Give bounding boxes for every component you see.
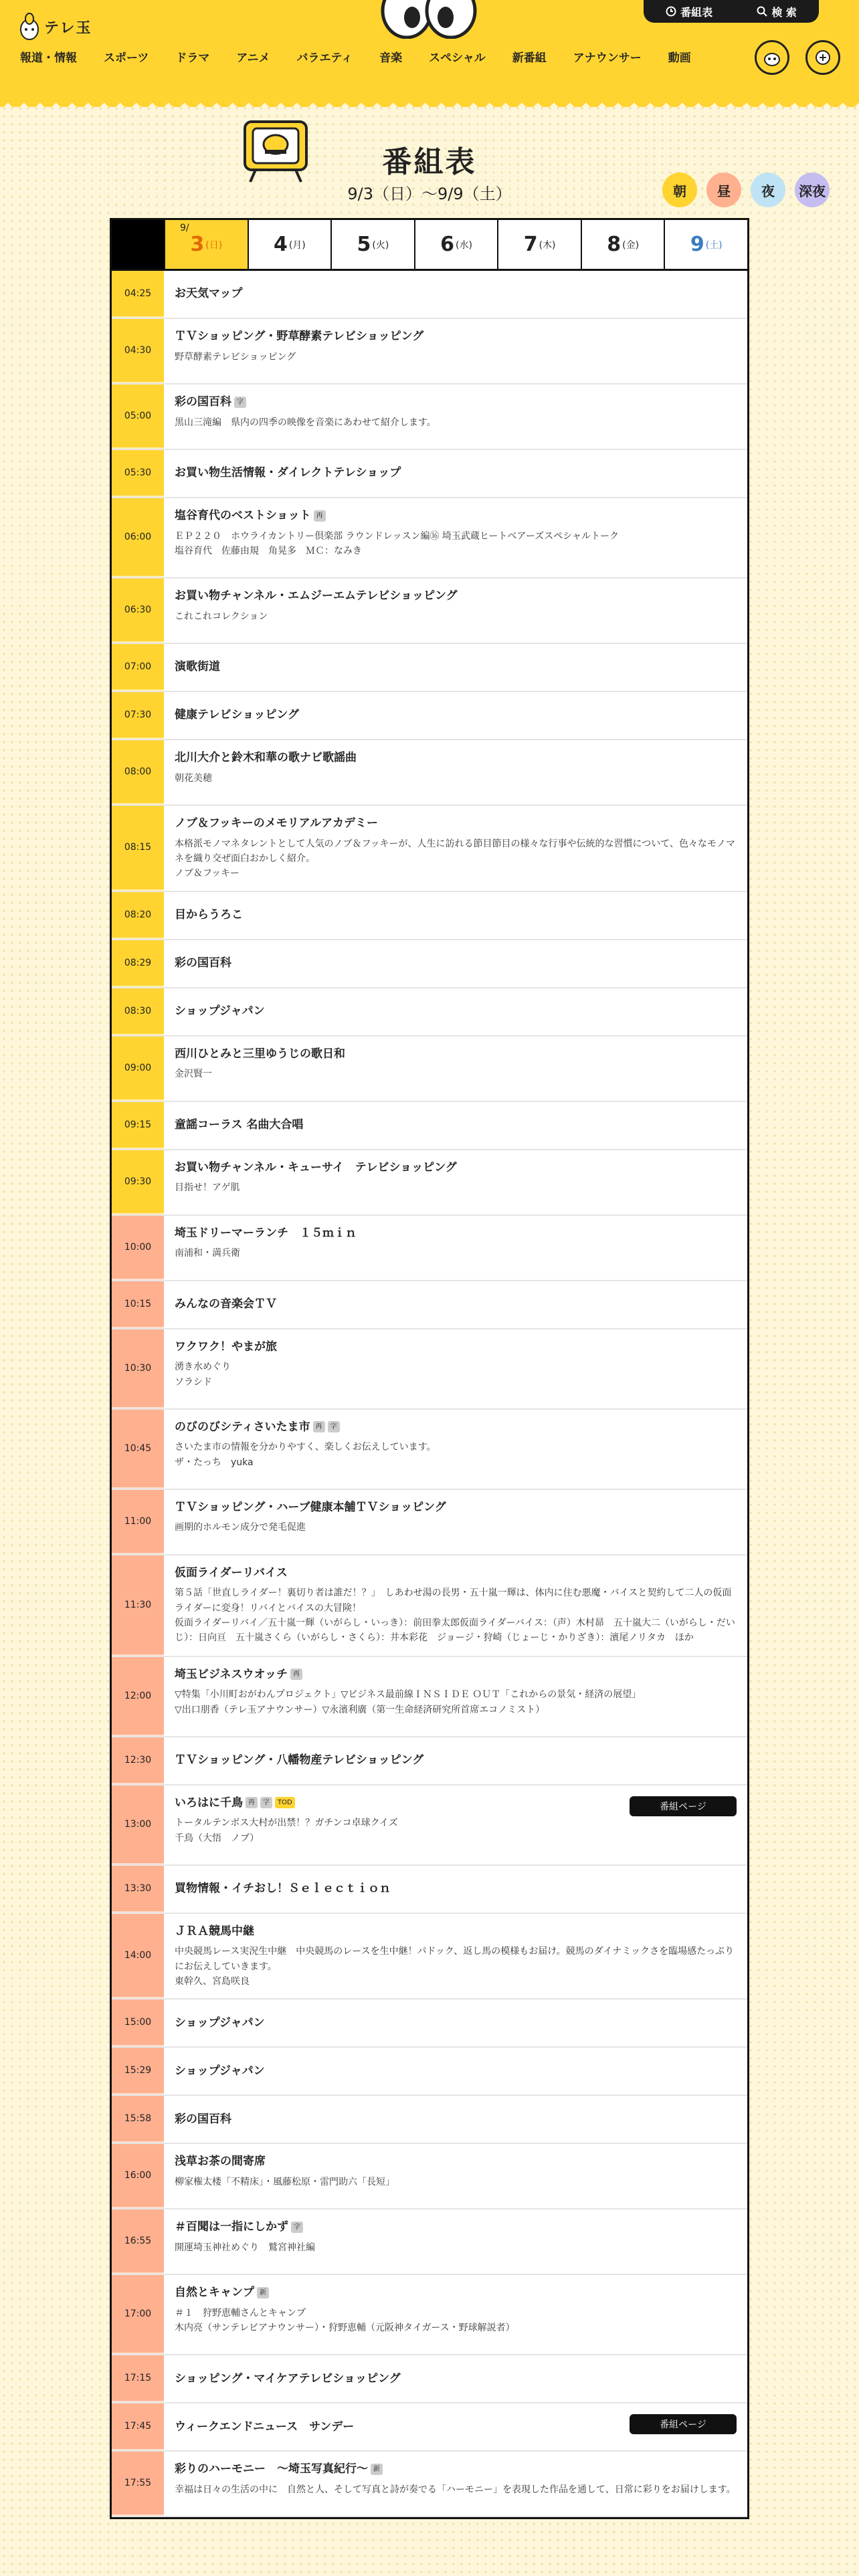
program-time: 06:00 xyxy=(112,498,164,577)
program-row[interactable] xyxy=(112,1866,747,1914)
day-tab-dow: (金) xyxy=(622,239,640,251)
program-row[interactable] xyxy=(112,1216,747,1281)
program-time: 07:00 xyxy=(112,644,164,691)
nav-item[interactable]: 新番組 xyxy=(512,51,547,65)
program-body xyxy=(164,2275,747,2354)
program-title-line xyxy=(175,465,401,482)
program-time: 05:30 xyxy=(112,450,164,497)
program-detail: さいたま市の情報を分かりやすく、楽しくお伝えしています。 xyxy=(175,1442,436,1453)
program-row[interactable] xyxy=(112,1410,747,1490)
program-title-line xyxy=(175,1923,737,1941)
day-tab-day: 4 xyxy=(273,233,288,256)
program-row[interactable] xyxy=(112,2403,747,2452)
program-body xyxy=(164,892,747,939)
program-badge: 字 xyxy=(234,397,246,408)
program-time: 08:20 xyxy=(112,892,164,939)
program-badge: TOD xyxy=(275,1797,295,1808)
program-title-line xyxy=(175,907,243,924)
nav-item[interactable]: ドラマ xyxy=(175,51,210,65)
date-range: 9/3（日）〜9/9（土） xyxy=(347,185,512,203)
day-tab-day: 7 xyxy=(523,233,538,256)
program-time: 11:00 xyxy=(112,1490,164,1554)
program-title-line xyxy=(175,286,242,303)
program-row[interactable] xyxy=(112,1281,747,1329)
search-icon xyxy=(757,6,767,17)
program-time: 10:00 xyxy=(112,1216,164,1280)
program-badge: 字 xyxy=(328,1421,340,1432)
program-row[interactable] xyxy=(112,1490,747,1555)
program-title[interactable]: お天気マップ xyxy=(175,287,243,301)
program-row[interactable] xyxy=(112,892,747,940)
program-row[interactable] xyxy=(112,1102,747,1150)
program-body xyxy=(164,1555,747,1656)
special-icon[interactable] xyxy=(805,40,840,75)
program-body xyxy=(164,2144,747,2208)
program-time: 08:30 xyxy=(112,988,164,1035)
program-detail: 本格派モノマネタレントとして人気のノブ＆フッキーが、人生に訪れる節目節目の様々な行事や伝統的な習慣について、色々なモノマネを織り交ぜ面白おかしく紹介。 xyxy=(175,838,735,864)
program-body xyxy=(164,940,747,987)
program-title[interactable]: 買物情報・イチおし！Ｓｅｌｅｃｔｉｏｎ xyxy=(175,1881,391,1895)
program-body xyxy=(164,2355,747,2402)
program-body xyxy=(164,1914,747,1999)
program-body xyxy=(164,2210,747,2274)
program-body xyxy=(164,2048,747,2095)
program-body xyxy=(164,644,747,691)
program-row[interactable] xyxy=(112,2000,747,2048)
program-row[interactable] xyxy=(112,1737,747,1786)
program-body xyxy=(164,2000,747,2046)
program-title[interactable]: ＴＶショッピング・野草酵素テレビショッピング xyxy=(175,330,424,343)
day-tab-5[interactable] xyxy=(330,220,414,269)
program-body xyxy=(164,692,747,739)
program-time: 09:30 xyxy=(112,1150,164,1214)
program-row[interactable] xyxy=(112,806,747,892)
program-row[interactable] xyxy=(112,740,747,806)
program-time: 04:30 xyxy=(112,319,164,383)
day-tab-day: 6 xyxy=(440,233,454,256)
program-detail: ▽特集「小川町おがわんプロジェクト」▽ビジネス最前線ＩＮＳＩＤＥ ＯＵＴ「これからの景気・経済の展望」 xyxy=(175,1689,642,1701)
program-time: 16:00 xyxy=(112,2144,164,2208)
program-time: 10:45 xyxy=(112,1410,164,1489)
main-nav xyxy=(20,48,718,65)
program-detail: 画期的ホルモン成分で発毛促進 xyxy=(175,1522,306,1533)
program-time: 15:58 xyxy=(112,2096,164,2143)
nav-item[interactable]: スポーツ xyxy=(104,51,149,65)
program-title-line xyxy=(175,815,737,833)
program-list xyxy=(112,271,747,2517)
program-title-line xyxy=(175,1752,423,1769)
program-detail: 金沢賢一 xyxy=(175,1069,212,1080)
program-title[interactable]: ＪＲＡ競馬中継 xyxy=(175,1924,254,1938)
nav-item[interactable]: 報道・情報 xyxy=(20,51,77,65)
program-title-line xyxy=(175,750,737,767)
badge-icon xyxy=(813,47,833,68)
program-row[interactable] xyxy=(112,498,747,578)
nav-item[interactable]: バラエティ xyxy=(296,51,353,65)
program-time: 09:00 xyxy=(112,1037,164,1101)
program-title-line xyxy=(175,2111,231,2129)
program-title-line xyxy=(175,1225,737,1243)
tod-night-button[interactable]: 夜 xyxy=(751,173,785,207)
program-time: 10:15 xyxy=(112,1281,164,1328)
program-row[interactable] xyxy=(112,1037,747,1102)
day-tab-3[interactable] xyxy=(164,220,248,269)
program-badge: 新 xyxy=(371,2464,383,2475)
program-detail: ソラシド xyxy=(175,1376,212,1388)
nav-item[interactable]: スペシャル xyxy=(429,51,486,65)
day-tab-day: 3 xyxy=(190,233,205,256)
program-row[interactable] xyxy=(112,988,747,1037)
top-actions xyxy=(644,0,819,23)
day-tab-day: 9 xyxy=(690,233,704,256)
day-tab-6[interactable] xyxy=(414,220,498,269)
program-title[interactable]: ショッピング・マイケアテレビショッピング xyxy=(175,2371,401,2385)
program-time: 11:30 xyxy=(112,1555,164,1656)
program-body xyxy=(164,1102,747,1149)
title-area xyxy=(0,99,859,226)
program-detail: 塩谷育代 佐藤由規 角晃多 ＭＣ：なみき xyxy=(175,545,362,556)
tod-morning-button[interactable]: 朝 xyxy=(662,173,697,207)
program-badge: 字 xyxy=(291,2222,303,2233)
day-tab-day: 8 xyxy=(607,233,622,256)
program-title-line xyxy=(175,2063,265,2080)
program-body xyxy=(164,1037,747,1101)
program-row[interactable] xyxy=(112,578,747,644)
mascot-icon[interactable] xyxy=(755,40,789,75)
program-title-line xyxy=(175,2153,737,2171)
program-row[interactable] xyxy=(112,2355,747,2403)
program-time: 09:15 xyxy=(112,1102,164,1149)
program-row[interactable] xyxy=(112,271,747,319)
program-time: 10:30 xyxy=(112,1329,164,1408)
program-title[interactable]: 彩の国百科 xyxy=(175,2112,231,2126)
program-row[interactable] xyxy=(112,1555,747,1657)
site-logo[interactable] xyxy=(19,12,92,41)
program-body xyxy=(164,1281,747,1328)
program-title-line xyxy=(175,707,299,724)
program-title[interactable]: ＴＶショッピング・八幡物産テレビショッピング xyxy=(175,1753,424,1767)
program-row[interactable] xyxy=(112,940,747,988)
program-row[interactable] xyxy=(112,1657,747,1737)
day-tab-8[interactable] xyxy=(581,220,664,269)
program-time: 13:00 xyxy=(112,1786,164,1864)
program-page-button[interactable]: 番組ページ xyxy=(630,2414,737,2434)
day-tab-dow: (日) xyxy=(205,239,223,251)
nav-item[interactable]: 音楽 xyxy=(379,51,403,65)
program-detail: 千鳥（大悟 ノブ） xyxy=(175,1832,260,1844)
site-header xyxy=(0,0,859,99)
program-title[interactable]: みんなの音楽会ＴＶ xyxy=(175,1297,277,1311)
program-time: 08:00 xyxy=(112,740,164,804)
program-title[interactable]: 童謡コーラス 名曲大合唱 xyxy=(175,1117,304,1132)
program-time: 16:55 xyxy=(112,2210,164,2274)
program-detail: ザ・たっち yuka xyxy=(175,1457,254,1468)
character-icon xyxy=(762,47,782,68)
day-tab-dow: (土) xyxy=(705,239,723,251)
program-row[interactable] xyxy=(112,1150,747,1216)
program-body xyxy=(164,271,747,318)
logo-text: テレ玉 xyxy=(44,19,92,37)
program-time: 17:45 xyxy=(112,2403,164,2450)
program-title[interactable]: いろはに千鳥 xyxy=(175,1796,243,1810)
program-title-line xyxy=(175,1499,737,1517)
search-label: 検 索 xyxy=(771,5,797,19)
program-title-line xyxy=(175,1046,737,1063)
program-row[interactable] xyxy=(112,1914,747,2000)
program-body xyxy=(164,385,747,449)
program-detail: これこれコレクション xyxy=(175,611,268,622)
program-time: 04:25 xyxy=(112,271,164,318)
program-title[interactable]: 埼玉ドリーマーランチ １５ｍｉｎ xyxy=(175,1226,357,1240)
program-guide-label: 番組表 xyxy=(680,5,713,19)
program-time: 13:30 xyxy=(112,1866,164,1913)
program-body xyxy=(164,450,747,497)
program-detail: 野草酵素テレビショッピング xyxy=(175,351,296,362)
program-title-line xyxy=(175,1160,737,1177)
program-title[interactable]: 健康テレビショッピング xyxy=(175,708,299,722)
program-time: 05:00 xyxy=(112,385,164,449)
program-title[interactable]: ＴＶショッピング・ハーブ健康本舗ＴＶショッピング xyxy=(175,1500,446,1514)
clock-icon xyxy=(666,6,676,17)
program-title[interactable]: お買い物チャンネル・エムジーエムテレビショッピング xyxy=(175,589,458,603)
program-row[interactable] xyxy=(112,1786,747,1866)
program-title[interactable]: 北川大介と鈴木和華の歌ナビ歌謡曲 xyxy=(175,751,357,764)
program-detail: 目指せ！アゲ肌 xyxy=(175,1182,240,1194)
nav-item[interactable]: アニメ xyxy=(236,51,270,65)
program-detail: ＃１ 狩野恵輔さんとキャンプ xyxy=(175,2307,306,2319)
page-title: 番組表 xyxy=(382,145,477,179)
program-title[interactable]: 演歌街道 xyxy=(175,660,220,674)
program-title[interactable]: ノブ＆フッキーのメモリアルアカデミー xyxy=(175,817,378,830)
program-row[interactable] xyxy=(112,2452,747,2517)
program-body xyxy=(164,1329,747,1408)
day-tab-9[interactable] xyxy=(664,220,747,269)
search-link[interactable] xyxy=(757,4,797,19)
program-time: 08:29 xyxy=(112,940,164,987)
program-detail: 朝花美穂 xyxy=(175,772,212,784)
program-row[interactable] xyxy=(112,1329,747,1410)
program-body xyxy=(164,806,747,891)
program-badge: 再 xyxy=(246,1797,258,1808)
program-time: 08:15 xyxy=(112,806,164,891)
day-tabs xyxy=(112,220,747,271)
program-time: 15:29 xyxy=(112,2048,164,2095)
program-body xyxy=(164,1410,747,1489)
program-detail: 第５話「世直しライダー！裏切り者は誰だ！？」 しあわせ湯の長男・五十嵐一輝は、体内に住む悪魔・バイスと契約して二人の仮面ライダーに変身！リバイとバイスの大冒険！ xyxy=(175,1588,732,1614)
program-detail: 仮面ライダーリバイ／五十嵐一輝（いがらし・いっき）：前田拳太郎仮面ライダーバイス：（声）木村昴 五十嵐大二（いがらし・だいじ）：日向亘 五十嵐さくら（いがらし・さくら）：井本彩花 ジョージ・狩崎（じょーじ・かりざき）：濱尾ノリタカ ほか xyxy=(175,1617,735,1644)
program-time: 17:55 xyxy=(112,2452,164,2516)
program-body xyxy=(164,319,747,383)
day-tab-dow: (水) xyxy=(455,239,472,251)
program-title[interactable]: 仮面ライダーリバイス xyxy=(175,1566,288,1580)
program-title[interactable]: ＃百聞は一指にしかず xyxy=(175,2220,288,2234)
mascot-eyes-icon xyxy=(379,0,479,39)
program-time: 14:00 xyxy=(112,1914,164,1999)
day-tabs-corner xyxy=(112,220,164,269)
program-body xyxy=(164,1657,747,1736)
program-body xyxy=(164,2452,747,2516)
program-title[interactable]: のびのびシティさいたま市 xyxy=(175,1420,310,1434)
program-detail: トータルテンボス大村が出禁！？ガチンコ卓球クイズ xyxy=(175,1818,398,1829)
program-detail: 柳家権太楼「不精床」・風藤松原・雷門助六「長短」 xyxy=(175,2176,395,2187)
program-guide-link[interactable] xyxy=(666,4,712,19)
program-title[interactable]: 彩の国百科 xyxy=(175,395,231,409)
program-body xyxy=(164,988,747,1035)
program-detail: 東幹久、宮島咲良 xyxy=(175,1975,250,1987)
program-page-button[interactable]: 番組ページ xyxy=(630,1796,737,1816)
program-title[interactable]: 目からうろこ xyxy=(175,907,243,922)
program-body xyxy=(164,2403,747,2450)
program-time: 15:00 xyxy=(112,2000,164,2046)
program-title-line xyxy=(175,1296,277,1313)
program-title-line xyxy=(175,2461,737,2478)
program-title-line xyxy=(175,1881,391,1898)
program-body xyxy=(164,740,747,804)
program-title[interactable]: 埼玉ビジネスウオッチ xyxy=(175,1667,288,1681)
program-badge: 再 xyxy=(314,510,326,522)
program-row[interactable] xyxy=(112,2275,747,2355)
program-time: 06:30 xyxy=(112,578,164,643)
program-body xyxy=(164,1216,747,1280)
program-title-line xyxy=(175,2371,401,2388)
nav-item[interactable]: 動画 xyxy=(668,51,691,65)
program-row[interactable] xyxy=(112,385,747,450)
program-title[interactable]: ショップジャパン xyxy=(175,2064,265,2078)
program-title-line xyxy=(175,588,737,605)
program-body xyxy=(164,1490,747,1554)
program-row[interactable] xyxy=(112,2144,747,2210)
program-title-line xyxy=(175,2419,354,2436)
logo-mascot-icon xyxy=(19,12,40,41)
program-body xyxy=(164,1150,747,1214)
tod-day-button[interactable]: 昼 xyxy=(706,173,741,207)
tod-late-night-button[interactable]: 深夜 xyxy=(795,173,830,207)
program-title[interactable]: ウィークエンドニュース サンデー xyxy=(175,2420,355,2434)
program-detail: 幸福は日々の生活の中に 自然と人、そして写真と詩が奏でる「ハーモニー」を表現した作品を通して、日常に彩りをお届けします。 xyxy=(175,2484,736,2495)
program-body xyxy=(164,1866,747,1913)
program-title-line xyxy=(175,1419,737,1436)
program-title[interactable]: お買い物チャンネル・キューサイ テレビショッピング xyxy=(175,1160,457,1174)
program-row[interactable] xyxy=(112,692,747,740)
day-tab-dow: (月) xyxy=(288,239,306,251)
program-title-line xyxy=(175,394,737,411)
program-title[interactable]: お買い物生活情報・ダイレクトテレショップ xyxy=(175,466,401,480)
program-title[interactable]: 彩の国百科 xyxy=(175,956,231,970)
program-row[interactable] xyxy=(112,644,747,692)
program-row[interactable] xyxy=(112,2096,747,2144)
program-body xyxy=(164,1737,747,1784)
program-title-line xyxy=(175,1339,737,1356)
program-title[interactable]: ショップジャパン xyxy=(175,1004,265,1018)
program-detail: 木内亮（サンテレビアナウンサー）・狩野恵輔（元阪神タイガース・野球解説者） xyxy=(175,2323,515,2334)
program-title-line xyxy=(175,1117,303,1134)
program-row[interactable] xyxy=(112,450,747,498)
program-badge: 再 xyxy=(290,1669,302,1680)
program-title-line xyxy=(175,1667,737,1684)
program-row[interactable] xyxy=(112,2210,747,2275)
schedule-table xyxy=(110,218,749,2519)
program-row[interactable] xyxy=(112,2048,747,2096)
day-tab-dow: (火) xyxy=(372,239,389,251)
program-detail: ▽出口朋香（テレ玉アナウンサー）▽永濱利廣（第一生命経済研究所首席エコノミスト） xyxy=(175,1704,545,1715)
program-body xyxy=(164,498,747,577)
program-title[interactable]: 彩りのハーモニー 〜埼玉写真紀行〜 xyxy=(175,2462,368,2476)
program-title[interactable]: ショップジャパン xyxy=(175,2016,265,2030)
program-title[interactable]: 西川ひとみと三里ゆうじの歌日和 xyxy=(175,1047,345,1061)
day-tab-month: 9/ xyxy=(180,223,189,233)
program-title-line xyxy=(175,508,737,525)
day-tab-day: 5 xyxy=(357,233,371,256)
program-time: 17:15 xyxy=(112,2355,164,2402)
program-detail: ＥＰ２２０ ホウライカントリー倶楽部 ラウンドレッスン編⑯ 埼玉武蔵ヒートベアーズスペシャルトーク xyxy=(175,530,619,542)
program-title[interactable]: ワクワク！やまが旅 xyxy=(175,1339,277,1354)
day-tab-dow: (木) xyxy=(539,239,556,251)
program-detail: 中央競馬レース実況生中継 中央競馬のレースを生中継！パドック、返し馬の模様もお届け。競馬のダイナミックさを臨場感たっぷりにお伝えしていきます。 xyxy=(175,1946,735,1972)
program-body xyxy=(164,578,747,643)
program-detail: ノブ＆フッキー xyxy=(175,868,240,879)
time-of-day-buttons xyxy=(662,173,830,207)
program-body xyxy=(164,2096,747,2143)
program-time: 12:00 xyxy=(112,1657,164,1736)
program-time: 07:30 xyxy=(112,692,164,739)
program-detail: 黒山三滝編 県内の四季の映像を音楽にあわせて紹介します。 xyxy=(175,417,436,428)
day-tab-7[interactable] xyxy=(497,220,581,269)
program-title[interactable]: 浅草お茶の間寄席 xyxy=(175,2155,266,2169)
program-detail: 開運埼玉神社めぐり 鷲宮神社編 xyxy=(175,2242,315,2253)
program-detail: 湧き水めぐり xyxy=(175,1362,231,1373)
program-row[interactable] xyxy=(112,319,747,385)
program-time: 17:00 xyxy=(112,2275,164,2354)
program-title-line xyxy=(175,2219,737,2236)
program-body xyxy=(164,1786,747,1864)
nav-item[interactable]: アナウンサー xyxy=(573,51,642,65)
program-time: 12:30 xyxy=(112,1737,164,1784)
program-badge: 新 xyxy=(257,2287,269,2298)
program-detail: 南浦和・満兵衛 xyxy=(175,1248,240,1259)
program-title-line xyxy=(175,955,231,972)
program-title-line xyxy=(175,1003,265,1021)
day-tab-4[interactable] xyxy=(248,220,331,269)
program-badge: 字 xyxy=(260,1797,272,1808)
program-title[interactable]: 塩谷育代のベストショット xyxy=(175,509,311,522)
program-title-line xyxy=(175,1565,737,1582)
program-title-line xyxy=(175,2015,265,2032)
program-title-line xyxy=(175,659,220,676)
program-title[interactable]: 自然とキャンプ xyxy=(175,2286,254,2300)
program-title-line xyxy=(175,2284,737,2302)
program-title-line xyxy=(175,328,737,346)
program-badge: 再 xyxy=(313,1421,325,1432)
